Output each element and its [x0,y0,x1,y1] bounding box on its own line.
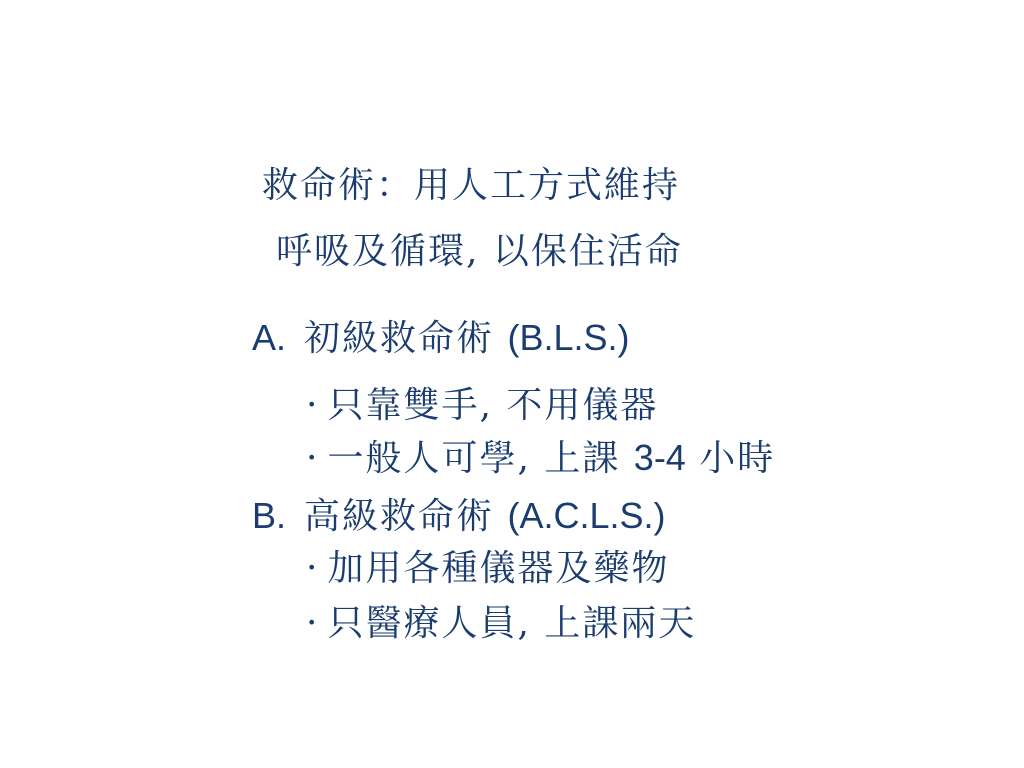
section-b-bullet-2 [306,603,697,644]
bullet-text: 只醫療人員, 上課兩天 [327,603,697,644]
section-a-marker: A. [252,317,287,358]
section-a-bullet-2 [306,437,776,479]
bullet-dot-icon: · [306,603,320,644]
section-b-heading [252,495,666,537]
section-b-heading-text: 高級救命術 [304,496,495,537]
bullet-text: 只靠雙手, 不用儀器 [327,385,659,426]
bullet-text-after: 小時 [699,438,776,479]
bullet-dot-icon: · [306,385,320,426]
section-a-bullet-1 [306,385,659,426]
bullet-dot-icon: · [306,548,320,589]
bullet-text: 加用各種儀器及藥物 [327,548,670,589]
bullet-number: 3-4 [633,437,686,478]
section-a-heading-text: 初級救命術 [304,318,495,359]
section-b-bullet-1 [306,548,670,589]
title-line-2: 呼吸及循環, 以保住活命 [276,231,683,272]
section-a-abbrev: (B.L.S.) [507,317,630,358]
section-b-marker: B. [252,495,287,536]
bullet-dot-icon: · [306,438,320,479]
bullet-text: 一般人可學, 上課 [327,438,621,479]
section-a-heading [252,317,630,359]
section-b-abbrev: (A.C.L.S.) [507,495,666,536]
title-line-1: 救命術：用人工方式維持 [262,165,681,206]
